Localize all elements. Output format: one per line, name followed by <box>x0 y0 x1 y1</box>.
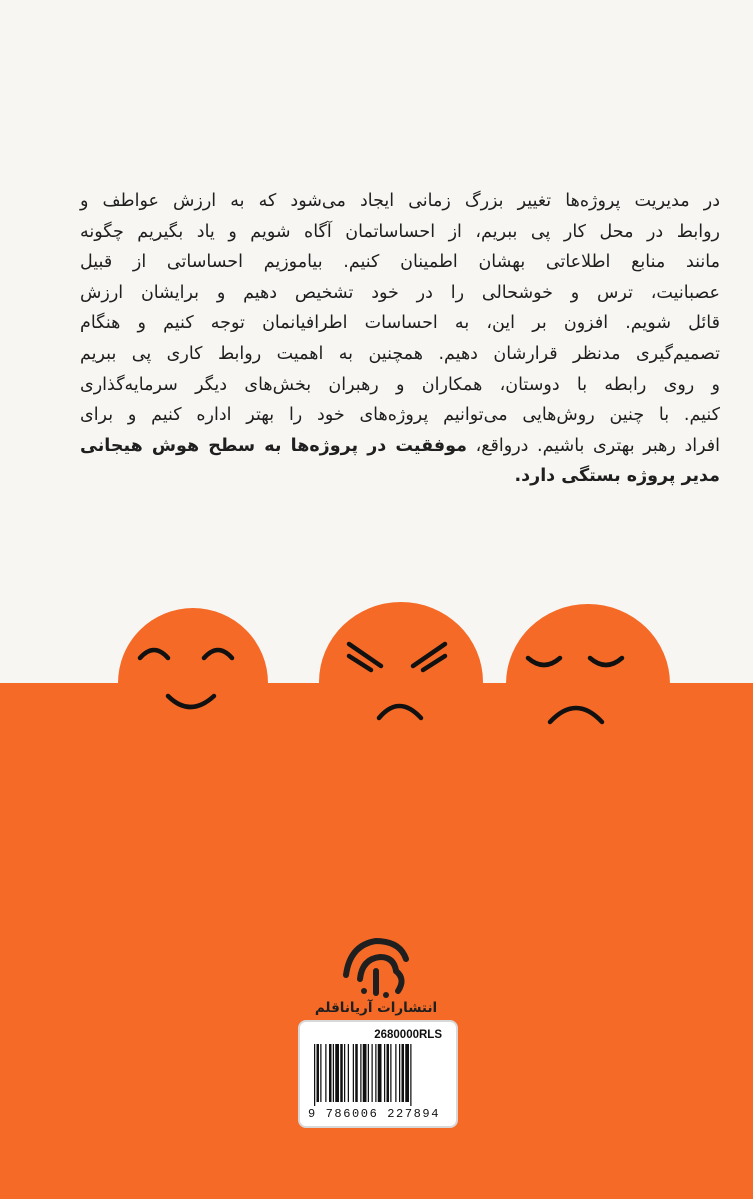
blurb-line: و روی رابطه با دوستان، همکاران و رهبران بخش‌های دیگر سرمایه‌گذاری <box>80 374 720 395</box>
publisher-name: انتشارات آریاناقلم <box>314 1000 438 1016</box>
price-text: 2680000RLS <box>374 1029 442 1041</box>
publisher-logo-icon <box>336 935 416 1000</box>
blurb-line: عصبانیت، ترس و خوشحالی را در خود تشخیص دهیم و برایشان ارزش <box>80 282 720 303</box>
angry-face-icon <box>319 602 483 762</box>
blurb-line: روابط در محل کار پی ببریم، از احساساتمان آگاه شویم و یاد بگیریم چگونه <box>80 221 720 242</box>
blurb-line: مانند منابع اطلاعاتی بهشان اطمینان کنیم. بیاموزیم احساساتی از قبیل <box>80 252 720 273</box>
sad-face-icon <box>506 604 670 764</box>
isbn-text: 9 786006 227894 <box>308 1107 441 1121</box>
blurb-bold-text: مدیر پروژه بستگی دارد. <box>514 466 720 487</box>
barcode-bars-icon <box>314 1044 444 1106</box>
happy-face-icon <box>118 608 268 758</box>
blurb-text <box>80 186 720 492</box>
blurb-line: در مدیریت پروژه‌ها تغییر بزرگ زمانی ایجاد می‌شود که به ارزش عواطف و <box>80 191 720 211</box>
blurb-line <box>80 461 720 492</box>
blurb-line: کنیم. با چنین روش‌هایی می‌توانیم پروژه‌های خود را بهتر اداره کنیم و برای <box>80 405 720 426</box>
barcode-label <box>298 1020 458 1128</box>
blurb-line <box>80 431 720 462</box>
blurb-line: تصمیم‌گیری مدنظر قرارشان دهیم. همچنین به اهمیت روابط کاری پی ببریم <box>80 343 720 364</box>
blurb-bold-text: موفقیت در پروژه‌ها به سطح هوش هیجانی <box>80 435 467 456</box>
blurb-line: قائل شویم. افزون بر این، به احساسات اطرافیانمان توجه کنیم و هنگام <box>80 313 720 334</box>
blurb-plain-text: افراد رهبر بهتری باشیم. درواقع، <box>475 435 720 456</box>
